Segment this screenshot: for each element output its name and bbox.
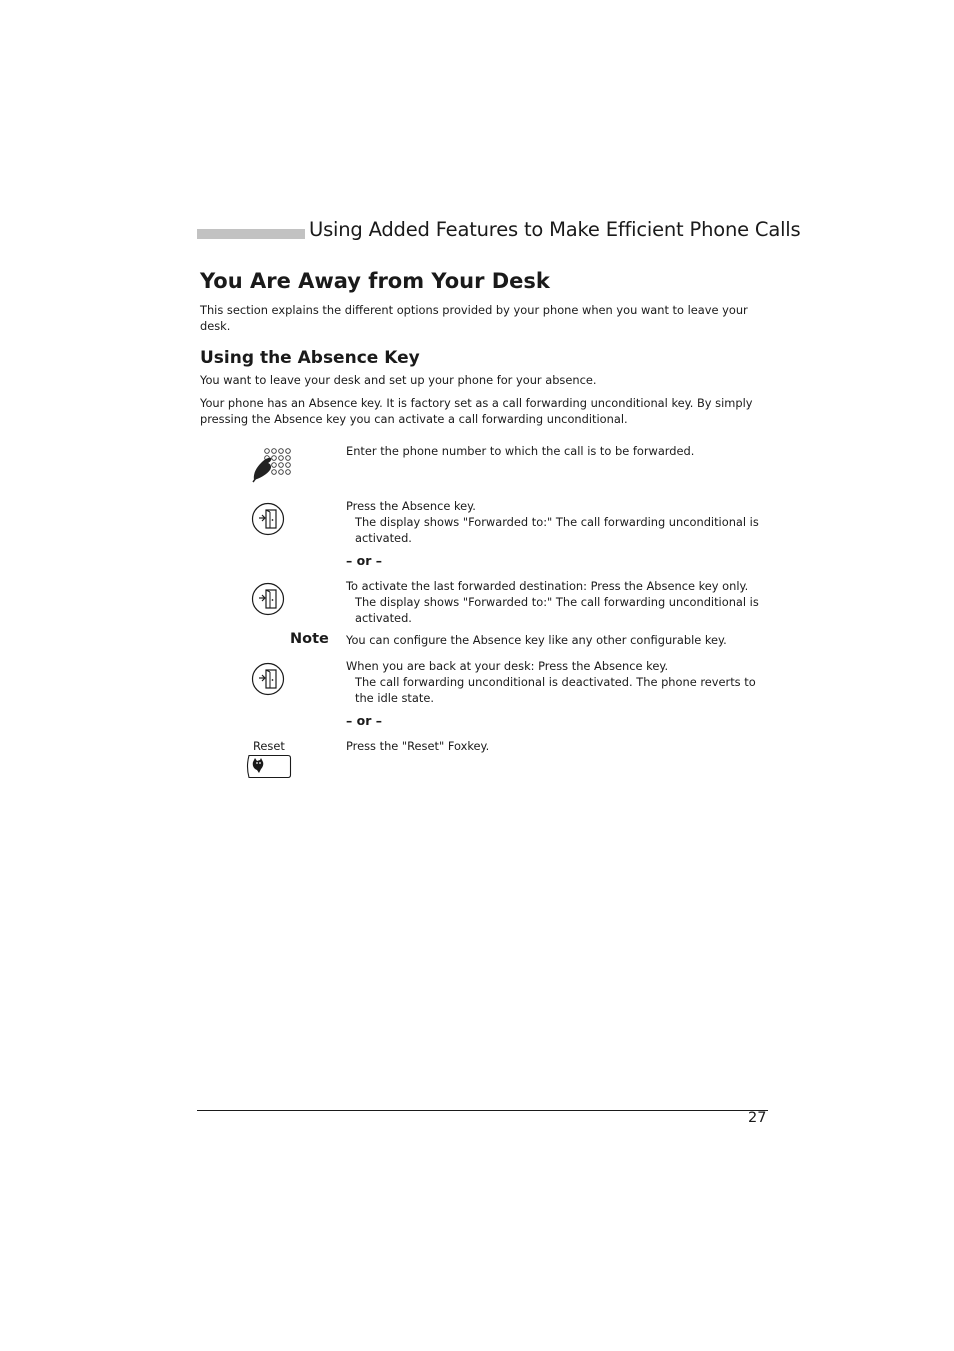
subsection-para-2: Your phone has an Absence key. It is factory set as a call forwarding unconditional key. By simply pressing the Absence key you can activate a call forwarding unconditional. (200, 396, 753, 426)
step-back-at-desk-result: The call forwarding unconditional is deactivated. The phone reverts to the idle state. (355, 675, 756, 705)
step-activate-last-result: The display shows "Forwarded to:" The call forwarding unconditional is activated. (355, 595, 759, 625)
absence-key-icon[interactable] (251, 502, 285, 536)
absence-key-icon[interactable] (251, 662, 285, 696)
note-text: You can configure the Absence key like any other configurable key. (346, 633, 727, 647)
section-title: You Are Away from Your Desk (200, 269, 550, 293)
reset-foxkey-label: Reset (253, 739, 285, 753)
chapter-header: Using Added Features to Make Efficient Phone Calls (309, 218, 801, 241)
step-activate-last-text: To activate the last forwarded destination: Press the Absence key only. (346, 579, 749, 593)
subsection-para-1: You want to leave your desk and set up your phone for your absence. (200, 373, 597, 387)
absence-key-icon[interactable] (251, 582, 285, 616)
page-number: 27 (748, 1110, 767, 1126)
subsection-title: Using the Absence Key (200, 348, 420, 368)
step-press-reset: Press the "Reset" Foxkey. (346, 739, 490, 753)
keypad-dial-icon (250, 446, 296, 484)
or-separator-1: – or – (346, 553, 382, 568)
foxkey-icon[interactable] (244, 754, 292, 779)
note-label: Note (290, 631, 329, 647)
step-enter-number: Enter the phone number to which the call is to be forwarded. (346, 444, 695, 458)
header-bar (197, 229, 305, 239)
or-separator-2: – or – (346, 713, 382, 728)
section-intro: This section explains the different options provided by your phone when you want to leave your desk. (200, 303, 748, 333)
step-back-at-desk (346, 658, 766, 706)
step-press-absence-result: The display shows "Forwarded to:" The call forwarding unconditional is activated. (355, 515, 759, 545)
footer-divider (197, 1110, 768, 1111)
step-activate-last (346, 578, 766, 626)
step-back-at-desk-text: When you are back at your desk: Press the Absence key. (346, 659, 669, 673)
step-press-absence-text: Press the Absence key. (346, 499, 476, 513)
step-press-absence (346, 498, 766, 546)
